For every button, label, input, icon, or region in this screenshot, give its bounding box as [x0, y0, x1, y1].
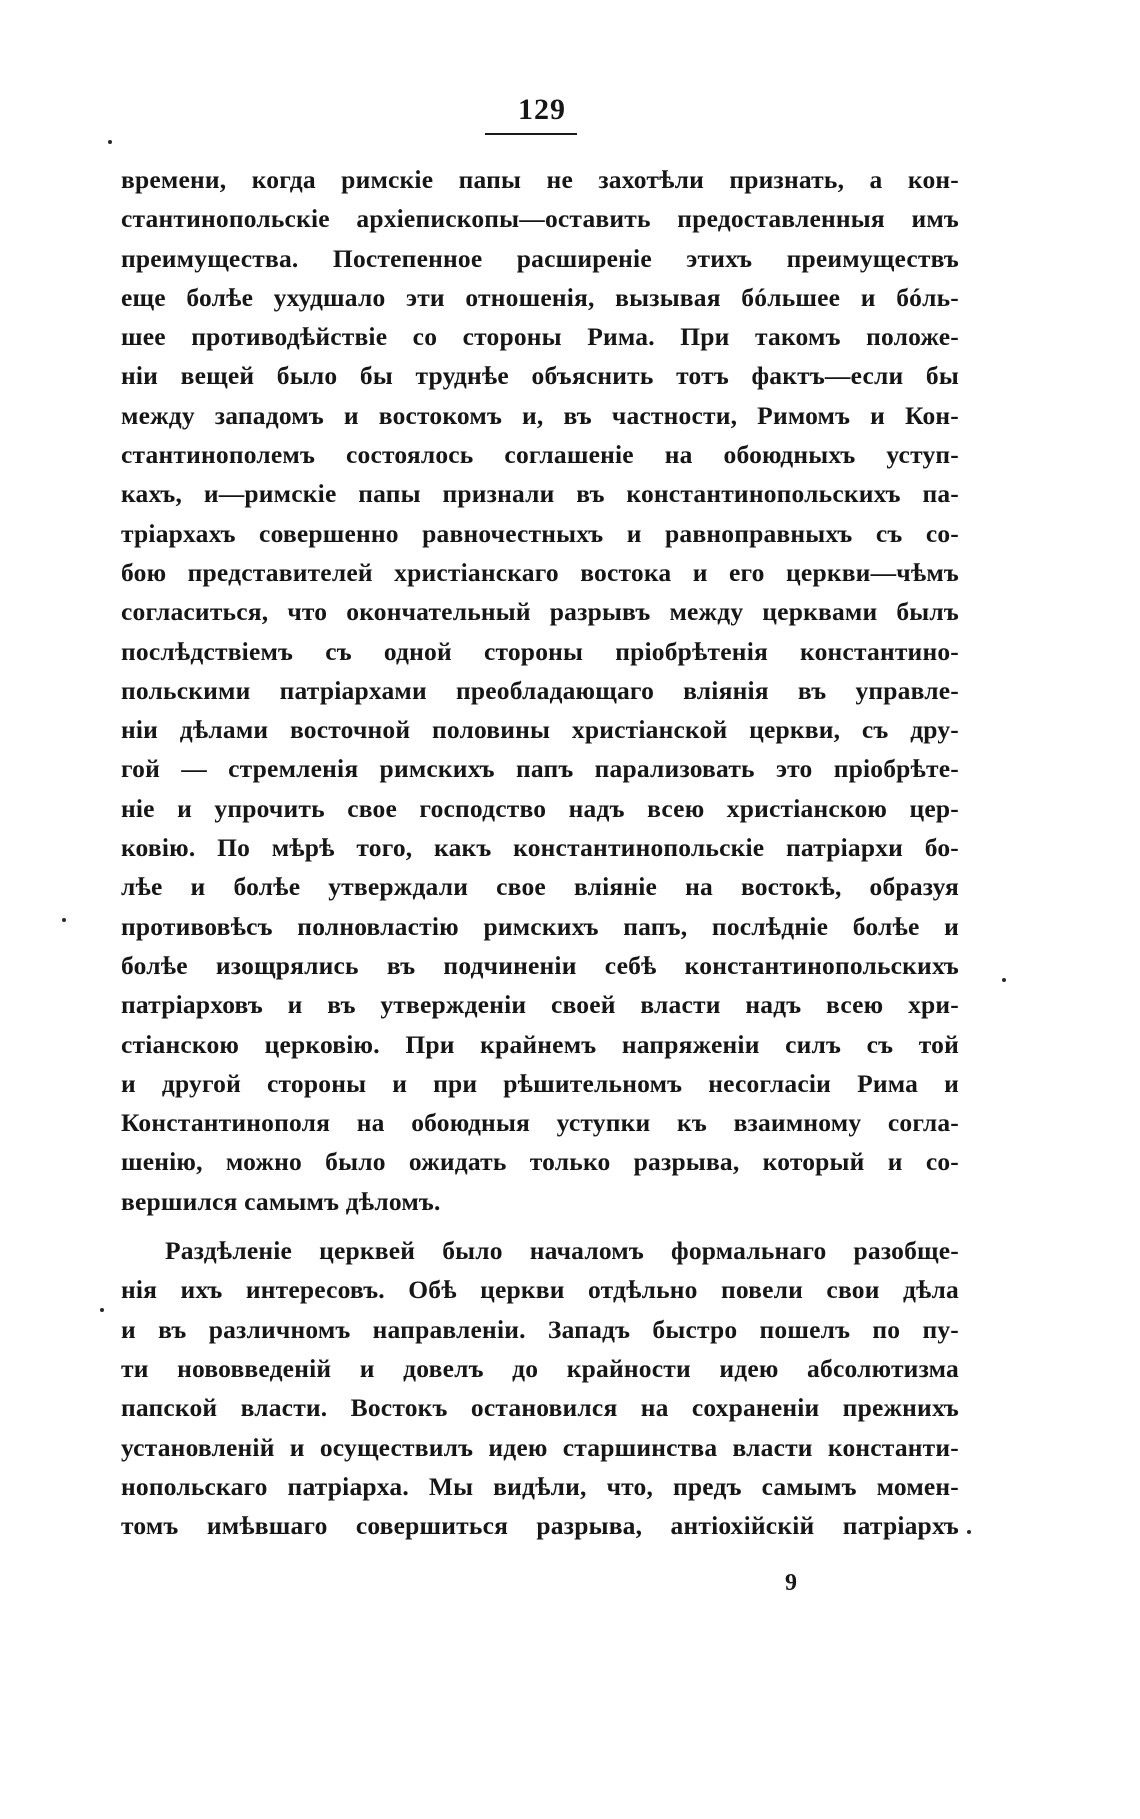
- text-line: согласиться, что окончательный разрывъ между церквами былъ: [121, 597, 959, 627]
- text-line: времени, когда римскіе папы не захотѣли признать, а кон-: [121, 165, 959, 194]
- scan-speck: [1002, 978, 1006, 982]
- text-line: нія ихъ интересовъ. Обѣ церкви отдѣльно повели свои дѣла: [121, 1275, 959, 1305]
- scan-speck: [62, 918, 66, 922]
- text-line: лѣе и болѣе утверждали свое вліяніе на востокѣ, образуя: [121, 872, 959, 902]
- text-line: Константинополя на обоюдныя уступки къ взаимному согла-: [121, 1108, 959, 1138]
- text-line: томъ имѣвшаго совершиться разрыва, антіохійскій патріархъ: [121, 1511, 959, 1541]
- text-line: патріарховъ и въ утвержденіи своей власти надъ всею хри-: [121, 990, 959, 1020]
- text-line: послѣдствіемъ съ одной стороны пріобрѣтенія константино-: [121, 636, 959, 666]
- paragraph-2: [121, 1231, 959, 1545]
- text-line: шенію, можно было ожидать только разрыва, который и со-: [121, 1147, 959, 1177]
- signature-mark: 9: [785, 1570, 797, 1596]
- text-line: вершился самымъ дѣломъ.: [121, 1186, 441, 1216]
- text-line: между западомъ и востокомъ и, въ частности, Римомъ и Кон-: [121, 400, 959, 430]
- scan-speck: [967, 1530, 971, 1534]
- body-text: [121, 160, 959, 1545]
- text-line: ніи вещей было бы труднѣе объяснить тотъ фактъ—если бы: [121, 361, 959, 391]
- text-line: болѣе изощрялись въ подчиненіи себѣ константинопольскихъ: [121, 950, 959, 980]
- text-line: и въ различномъ направленіи. Западъ быстро пошелъ по пу-: [121, 1314, 959, 1344]
- text-line: польскими патріархами преобладающаго вліянія въ управле-: [121, 675, 959, 705]
- text-line: стантинополемъ состоялось соглашеніе на обоюдныхъ уступ-: [121, 440, 959, 470]
- text-line: ніе и упрочить свое господство надъ всею христіанскою цер-: [121, 793, 959, 823]
- text-line: установленій и осуществилъ идею старшинства власти константи-: [121, 1432, 959, 1462]
- text-line: папской власти. Востокъ остановился на сохраненіи прежнихъ: [121, 1393, 959, 1423]
- text-line: кахъ, и—римскіе папы признали въ константинопольскихъ па-: [121, 479, 959, 509]
- text-line: противовѣсъ полновластію римскихъ папъ, послѣдніе болѣе и: [121, 911, 959, 941]
- scan-speck: [100, 1308, 104, 1312]
- text-line: стіанскою церковію. При крайнемъ напряженіи силъ съ той: [121, 1029, 959, 1059]
- text-line: еще болѣе ухудшало эти отношенія, вызывая бóльшее и бóль-: [121, 282, 959, 312]
- text-line: и другой стороны и при рѣшительномъ несогласіи Рима и: [121, 1068, 959, 1098]
- paragraph-1: [121, 160, 959, 1221]
- scan-speck: [108, 140, 112, 144]
- text-line: ніи дѣлами восточной половины христіанской церкви, съ дру-: [121, 715, 959, 745]
- page-number-underline: [485, 133, 577, 135]
- text-line: ти нововведеній и довелъ до крайности идею абсолютизма: [121, 1353, 959, 1383]
- text-line: преимущества. Постепенное расширеніе этихъ преимуществъ: [121, 243, 959, 273]
- text-line: бою представителей христіанскаго востока и его церкви—чѣмъ: [121, 557, 959, 587]
- text-line: ковію. По мѣрѣ того, какъ константинопольскіе патріархи бо-: [121, 833, 959, 863]
- text-line: стантинопольскіе архіепископы—оставить предоставленныя имъ: [121, 204, 959, 234]
- text-line: гой — стремленія римскихъ папъ парализовать это пріобрѣте-: [121, 754, 959, 784]
- text-line: нопольскаго патріарха. Мы видѣли, что, предъ самымъ момен-: [121, 1471, 959, 1501]
- text-line: шее противодѣйствіе со стороны Рима. При такомъ положе-: [121, 322, 959, 352]
- paragraph-spacer: [121, 1221, 959, 1231]
- page-number: 129: [518, 93, 566, 126]
- text-line: тріархахъ совершенно равночестныхъ и равноправныхъ съ со-: [121, 518, 959, 548]
- text-line: Раздѣленіе церквей было началомъ формальнаго разобще-: [165, 1236, 959, 1266]
